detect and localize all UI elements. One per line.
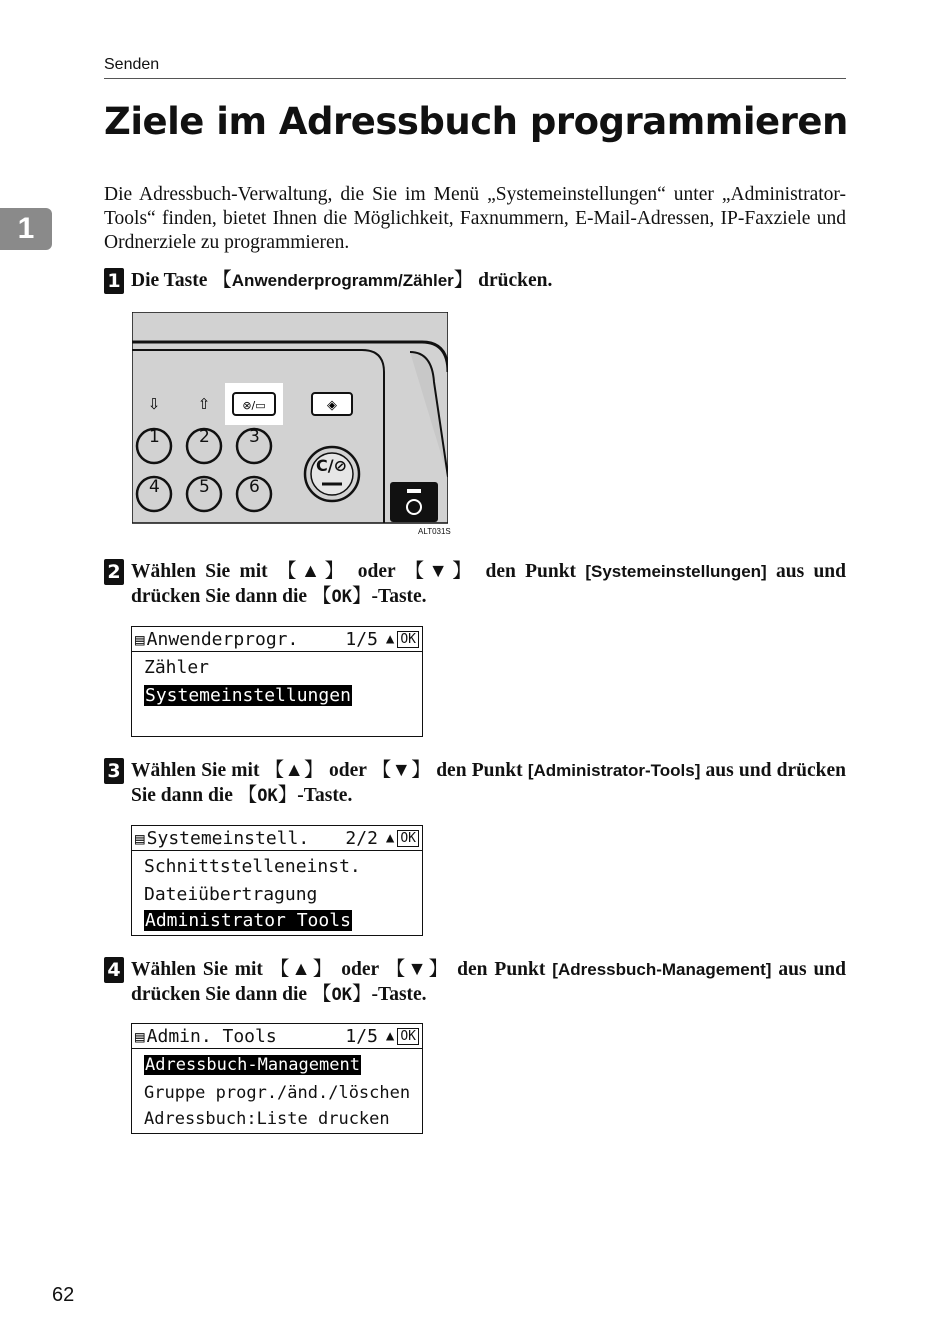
- step-number: 2: [104, 559, 124, 585]
- lcd-screen: [131, 626, 423, 737]
- lcd-title: Admin. Tools: [146, 1025, 277, 1047]
- lcd-menu-item-selected: Adressbuch-Management: [145, 1055, 360, 1075]
- step-4: [104, 957, 846, 1007]
- page-number: 62: [52, 1284, 75, 1306]
- down-arrow-key: ▼: [407, 959, 429, 980]
- lcd-menu-item-selected: Administrator Tools: [145, 910, 351, 931]
- up-arrow-key: ▲: [284, 760, 305, 781]
- step-text: Wählen Sie mit 【▲】 oder 【▼】 den Punkt [Administrator-Tools] aus und drücken Sie dann die 【OK】-Taste.: [131, 758, 846, 806]
- ok-icon: OK: [397, 1028, 419, 1045]
- key-4: 4: [149, 477, 160, 497]
- menu-icon: ▤: [135, 1026, 145, 1046]
- up-down-arrow-icon: ▲: [385, 1028, 395, 1044]
- lcd-page: 1/5: [345, 628, 378, 650]
- step-text: Wählen Sie mit 【▲】 oder 【▼】 den Punkt [Systemeinstellungen] aus und drücken Sie dann die 【OK】-Taste.: [131, 559, 846, 607]
- lcd-screen: [131, 825, 423, 936]
- lcd-header: [132, 826, 422, 851]
- menu-icon: ▤: [135, 629, 145, 649]
- lcd-menu-item-selected: Systemeinstellungen: [145, 685, 351, 706]
- lcd-screen: [131, 1023, 423, 1134]
- header-rule: [104, 78, 846, 79]
- down-arrow-key: ▼: [428, 561, 453, 582]
- key-1: 1: [149, 427, 160, 447]
- lcd-header: [132, 627, 422, 652]
- key-2: 2: [199, 427, 210, 447]
- step-2: [104, 559, 846, 609]
- ok-key: OK: [331, 587, 352, 607]
- ok-key: OK: [331, 985, 352, 1005]
- key-6: 6: [249, 477, 260, 497]
- svg-text:⇩: ⇩: [147, 395, 161, 413]
- key-name: Anwenderprogramm/Zähler: [231, 271, 454, 290]
- step-text: Wählen Sie mit 【▲】 oder 【▼】 den Punkt [Adressbuch-Management] aus und drücken Sie dann die 【OK】-Taste.: [131, 957, 846, 1005]
- lcd-title: Systemeinstell.: [146, 827, 310, 849]
- intro-paragraph: Die Adressbuch-Verwaltung, die Sie im Menü „Systemeinstellungen“ unter „Administrator-Tools“ finden, bietet Ihnen die Möglichkeit, Faxnummern, E-Mail-Adressen, IP-Faxziele und Ordnerziele zu programmieren.: [104, 184, 846, 253]
- down-arrow-key: ▼: [391, 760, 412, 781]
- step-1: [104, 268, 846, 293]
- svg-text:⇧: ⇧: [197, 395, 211, 413]
- menu-icon: ▤: [135, 828, 145, 848]
- step-text: Die Taste 【Anwenderprogramm/Zähler】 drücken.: [131, 268, 553, 291]
- lcd-title: Anwenderprogr.: [146, 628, 299, 650]
- step-number: 4: [104, 957, 124, 983]
- menu-item-name: [Administrator-Tools]: [527, 761, 701, 780]
- svg-text:⊗/▭: ⊗/▭: [242, 399, 266, 412]
- ok-icon: OK: [397, 830, 419, 847]
- up-arrow-key: ▲: [300, 561, 325, 582]
- lcd-page: 1/5: [345, 1025, 378, 1047]
- step-number: 1: [104, 268, 124, 294]
- menu-item-name: [Adressbuch-Management]: [552, 960, 772, 979]
- figure-code: ALT031S: [418, 527, 451, 536]
- up-down-arrow-icon: ▲: [385, 830, 395, 846]
- control-panel-illustration: [132, 312, 451, 536]
- lcd-menu-item: Dateiübertragung: [144, 884, 318, 905]
- lcd-header: [132, 1024, 422, 1049]
- lcd-page: 2/2: [345, 827, 378, 849]
- chapter-tab: 1: [0, 208, 52, 250]
- step-3: [104, 758, 846, 808]
- key-3: 3: [249, 427, 260, 447]
- ok-icon: OK: [397, 631, 419, 648]
- menu-item-name: [Systemeinstellungen]: [585, 562, 767, 581]
- svg-text:◈: ◈: [327, 398, 337, 413]
- lcd-menu-item: Zähler: [144, 657, 210, 678]
- lcd-menu-item: Adressbuch:Liste drucken: [144, 1109, 390, 1129]
- clear-stop-key-label: C/⊘: [316, 456, 347, 475]
- up-down-arrow-icon: ▲: [385, 631, 395, 647]
- step-number: 3: [104, 758, 124, 784]
- up-arrow-key: ▲: [291, 959, 313, 980]
- lcd-menu-item: Schnittstelleneinst.: [144, 856, 361, 877]
- ok-key: OK: [257, 786, 278, 806]
- lcd-menu-item: Gruppe progr./änd./löschen: [144, 1083, 411, 1103]
- page-title: Ziele im Adressbuch programmieren: [104, 100, 848, 143]
- running-header: Senden: [104, 56, 160, 73]
- key-5: 5: [199, 477, 210, 497]
